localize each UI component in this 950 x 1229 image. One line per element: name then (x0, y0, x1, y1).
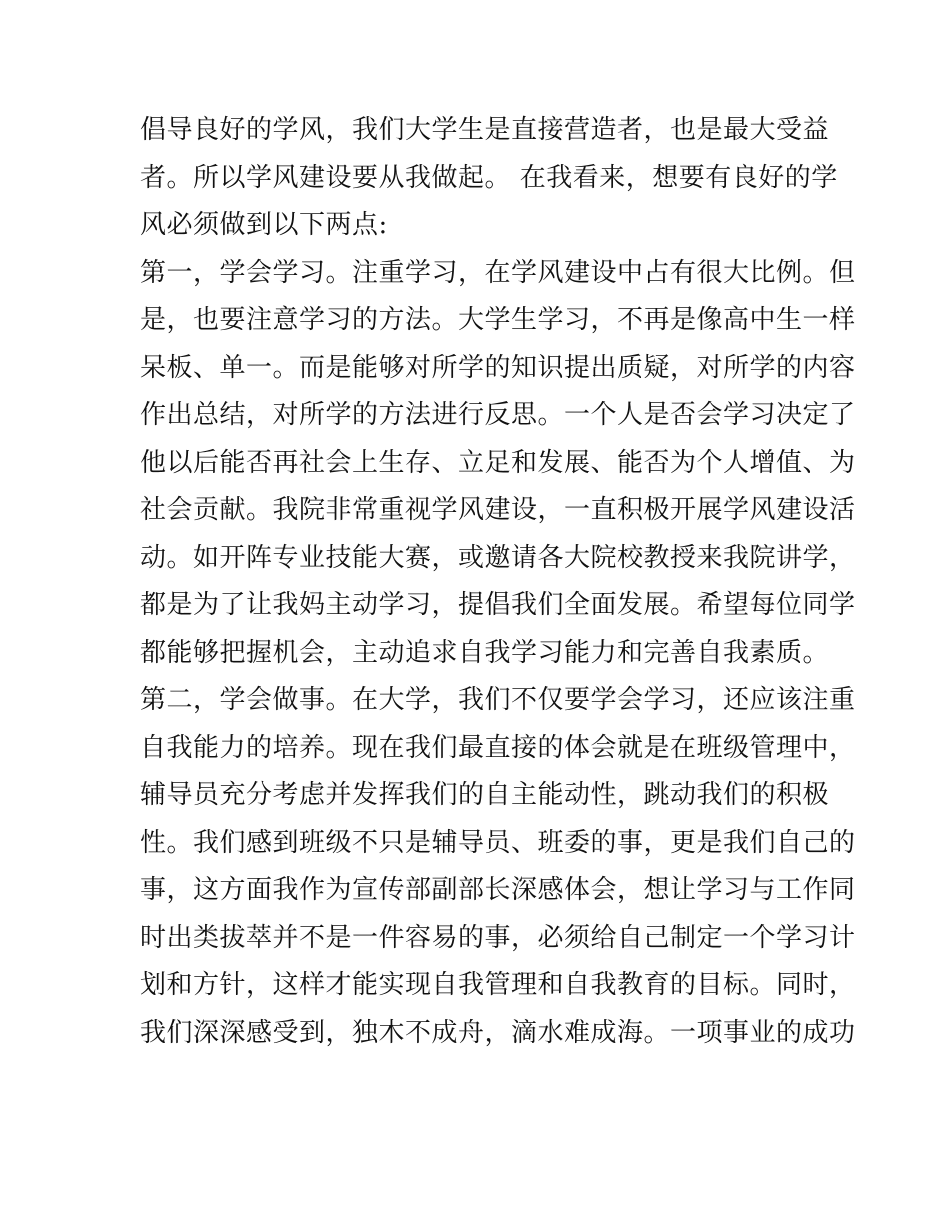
text-line: 第一，学会学习。注重学习，在学风建设中占有很大比例。但 (140, 257, 856, 288)
text-line: 社会贡献。我院非常重视学风建设，一直积极开展学风建设活 (140, 495, 856, 525)
text-line: 作出总结，对所学的方法进行反思。一个人是否会学习决定了 (140, 400, 856, 430)
text-line: 他以后能否再社会上生存、立足和发展、能否为个人增值、为 (140, 447, 856, 478)
text-line: 倡导良好的学风，我们大学生是直接营造者，也是最大受益 (140, 115, 830, 145)
text-line: 都能够把握机会，主动追求自我学习能力和完善自我素质。 (140, 637, 830, 668)
text-line: 自我能力的培养。现在我们最直接的体会就是在班级管理中， (140, 732, 856, 763)
text-line: 是，也要注意学习的方法。大学生学习，不再是像高中生一样 (140, 305, 856, 335)
text-line: 性。我们感到班级不只是辅导员、班委的事，更是我们自己的 (140, 827, 856, 858)
text-line: 风必须做到以下两点: (140, 210, 388, 240)
text-line: 时出类拔萃并不是一件容易的事，必须给自己制定一个学习计 (140, 922, 856, 953)
text-line: 辅导员充分考虑并发挥我们的自主能动性，跳动我们的积极 (140, 780, 830, 810)
text-line: 划和方针，这样才能实现自我管理和自我教育的目标。同时， (140, 970, 856, 1000)
text-line: 都是为了让我妈主动学习，提倡我们全面发展。希望每位同学 (140, 590, 856, 620)
text-line: 者。所以学风建设要从我做起。 在我看来，想要有良好的学 (140, 162, 838, 193)
text-line: 呆板、单一。而是能够对所学的知识提出质疑，对所学的内容 (140, 352, 856, 383)
text-line: 我们深深感受到，独木不成舟，滴水难成海。一项事业的成功 (140, 1017, 856, 1048)
text-line: 事，这方面我作为宣传部副部长深感体会，想让学习与工作同 (140, 875, 856, 905)
document-body (140, 107, 856, 1057)
text-line: 动。如开阵专业技能大赛，或邀请各大院校教授来我院讲学， (140, 542, 856, 573)
text-line: 第二，学会做事。在大学，我们不仅要学会学习，还应该注重 (140, 685, 856, 715)
